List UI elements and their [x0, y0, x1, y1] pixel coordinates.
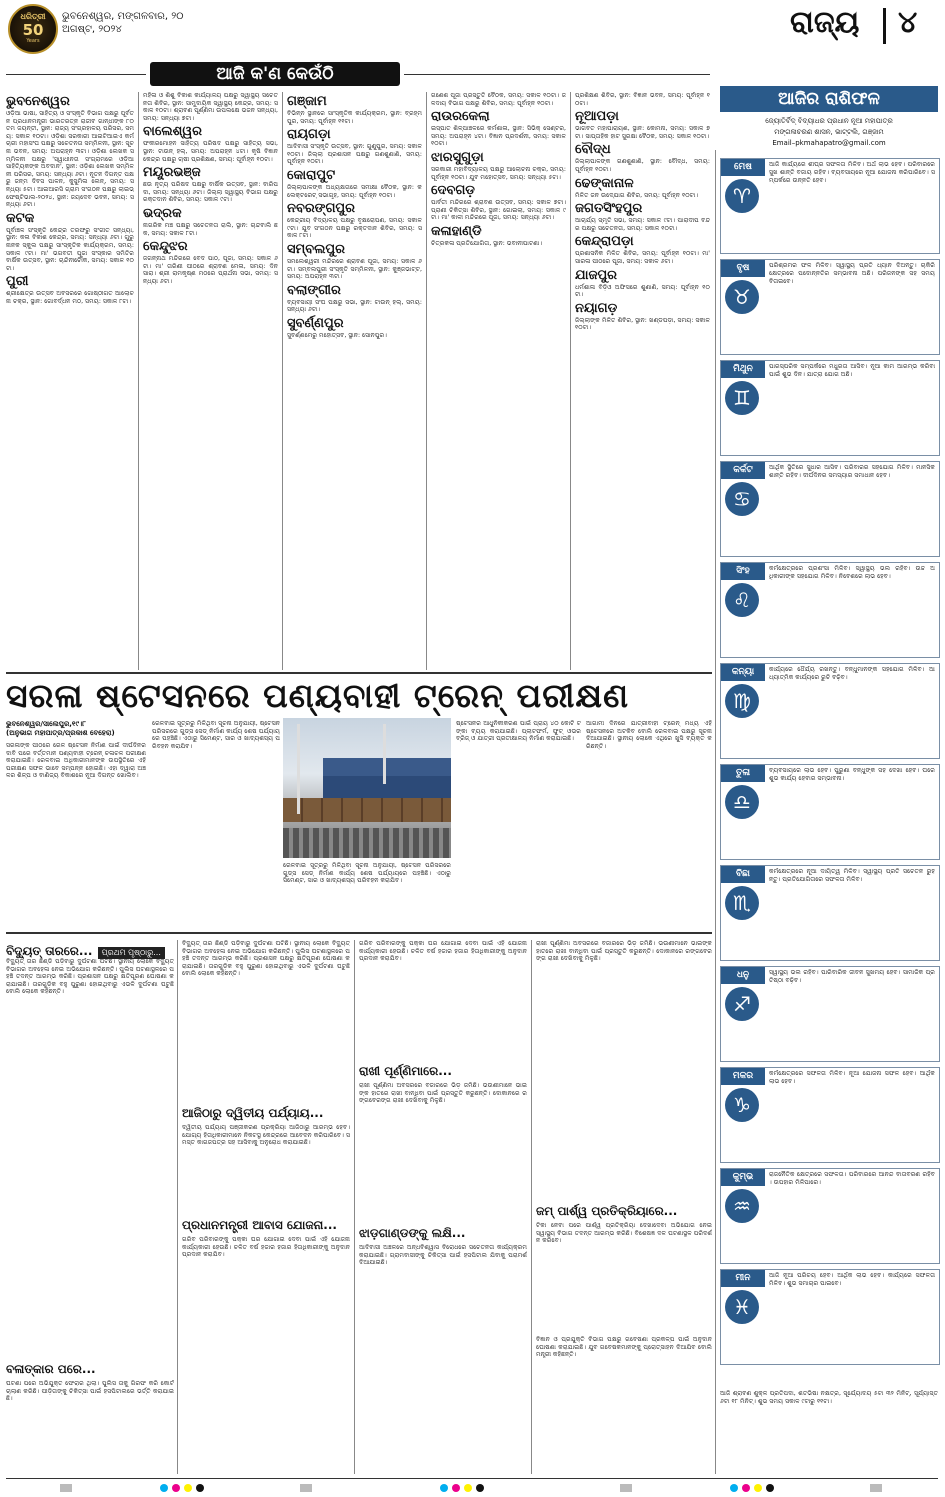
event-city-heading: ଭଦ୍ରକ — [143, 205, 182, 221]
events-col-5 — [575, 92, 710, 672]
event-city-heading: ବଲାଙ୍ଗୀର — [287, 282, 341, 298]
events-col-3 — [287, 92, 422, 672]
story-body: ଟିକା ନେବା ପରେ ପାର୍ଶ୍ୱ ପ୍ରତିକ୍ରିୟା ଦେଖାଦେବା ଅଭିଯୋଗ ନେଇ ସ୍ୱାସ୍ଥ୍ୟ ବିଭାଗ ତଦନ୍ତ ଆରମ୍ଭ କରିଛି। ବିଶେଷଜ୍ଞ ଦଳ ଘଟଣାସ୍ଥଳ ପରିଦର୍ଶନ କରିବେ। — [536, 1222, 712, 1245]
event-listing: ସରକାରୀ ମହାବିଦ୍ୟାଳୟ ପକ୍ଷରୁ ଆଲୋଚନା ଚକ୍ର, ସମୟ: ପୂର୍ବାହ୍ନ ୧୦ଟା। ଯୁବ ମହୋତ୍ସବ, ସମୟ: ସନ୍ଧ୍ୟା ୫ଟା। — [431, 165, 566, 181]
sign-name: ବୃଷ — [721, 260, 765, 277]
event-city-heading: ଜଗତସିଂହପୁର — [575, 201, 643, 217]
black-register-mark — [766, 1484, 774, 1492]
sign-name: କର୍କଟ — [721, 462, 765, 479]
horoscope-sign-box — [720, 158, 940, 254]
continued-badge: ପ୍ରଥମ ପୃଷ୍ଠାରୁ... — [98, 947, 165, 959]
story-body: ବିଜ୍ଞାନ ଓ ପ୍ରଯୁକ୍ତି ବିଭାଗ ପକ୍ଷରୁ ଗବେଷଣା ପ୍ରକଳ୍ପ ପାଇଁ ଅନୁଦାନ ଘୋଷଣା କରାଯାଇଛି। ଯୁବ ଗବେଷକମାନଙ୍କୁ ପ୍ରୋତ୍ସାହନ ଦିଆଯିବ ବୋଲି ମନ୍ତ୍ରୀ କହିଛନ୍ତି। — [536, 1336, 712, 1359]
story-body: ଆଦିବାସୀ ଅଞ୍ଚଳରେ ଅନ୍ଧବିଶ୍ୱାସ ବିରୋଧରେ ସଚେତନତା କାର୍ଯ୍ୟକ୍ରମ କରାଯାଇଛି। ଗ୍ରାମବାସୀଙ୍କୁ ଚିକିତ୍ସା ପାଇଁ ହସପିଟାଲ ଯିବାକୁ ପରାମର୍ଶ ଦିଆଯାଇଛି। — [359, 1244, 527, 1267]
zodiac-icon: ♊ — [725, 381, 759, 415]
events-col-4 — [431, 92, 566, 672]
print-bar — [60, 1484, 72, 1492]
event-listing: କେନ୍ଦ୍ରୀୟ ବିଦ୍ୟାଳୟ ପକ୍ଷରୁ ବୃକ୍ଷରୋପଣ, ସମୟ: ସକାଳ ୯ଟା। ଯୁବ ସଂଗଠନ ପକ୍ଷରୁ ରକ୍ତଦାନ ଶିବିର, ସମୟ: ସକାଳ ୮ଟା। — [287, 217, 422, 240]
sign-prediction: ପରିଶ୍ରମର ଫଳ ମିଳିବ। ସ୍ୱାସ୍ଥ୍ୟ ପ୍ରତି ଧ୍ୟାନ ଦିଅନ୍ତୁ। ଚାକିରି କ୍ଷେତ୍ରରେ ପଦୋନ୍ନତିର ସମ୍ଭାବନା ଅଛି। ପରିଜନଙ୍କ ସହ ସମୟ ବିତାଇବେ। — [769, 262, 935, 285]
astrologer-email: Email–pkmahapatro@gmail.com — [772, 139, 886, 147]
logo-years-number: 50 — [22, 21, 44, 39]
horoscope-title: ଆଜିର ରାଶିଫଳ — [778, 89, 880, 109]
event-listing: ଶ୍ରୀକ୍ଷେତ୍ର ଉତ୍ସବ ଅବସରରେ ଗୋଷ୍ଠୀଗତ ଆଲୋଚନା ଚକ୍ର, ସ୍ଥାନ: ଗୋବର୍ଦ୍ଧନ ମଠ, ସମୟ: ସକାଳ ୮ଟା। — [6, 290, 134, 305]
sign-prediction: ସ୍ୱାସ୍ଥ୍ୟ ଭଲ ରହିବ। ପାରିବାରିକ ଜୀବନ ସୁଖମୟ ହେବ। ସାମାଜିକ ପ୍ରତିଷ୍ଠା ବଢ଼ିବ। — [769, 969, 935, 984]
story-title: ରାଖୀ ପୂର୍ଣ୍ଣିମାରେ... — [359, 1064, 452, 1078]
lead-body-col-3: ଷ୍ଟେସନର ଆଧୁନିକୀକରଣ ପାଇଁ ପ୍ରାୟ ୪୦ କୋଟି ଟଙ୍କା ବ୍ୟୟ କରାଯାଇଛି। ପ୍ଲାଟଫର୍ମ, ଫୁଟ୍ ଓଭରବ୍ରିଜ୍ ଓ ଯାତ୍ରୀ ପ୍ରତୀକ୍ଷାଳୟ ନିର୍ମାଣ କରାଯାଇଛି। — [456, 720, 581, 743]
sign-name: କୁମ୍ଭ — [721, 1169, 765, 1186]
story-title: ଆଜିଠାରୁ ଦ୍ୱିତୀୟ ପର୍ଯ୍ୟାୟ... — [182, 1106, 324, 1120]
story-body: ବିଦ୍ୟୁତ୍ ତାର ଛିଣ୍ଡି ପଡ଼ିବାରୁ ଦୁର୍ଘଟଣା ଘଟିଛି। ସ୍ଥାନୀୟ ଲୋକେ ବିଦ୍ୟୁତ୍ ବିଭାଗର ଅବହେଳା ନେଇ ଅଭିଯୋଗ କରିଛନ୍ତି। ପୁଲିସ ଘଟଣାସ୍ଥଳରେ ପହଞ୍ଚି ତଦନ୍ତ ଆରମ୍ଭ କରିଛି। ପ୍ରଶାସନ ପକ୍ଷରୁ କ୍ଷତିପୂରଣ ଘୋଷଣା କରାଯାଇଛି। ତାରଗୁଡ଼ିକ ବହୁ ପୁରୁଣା ହୋଇଥିବାରୁ ଏଭଳି ଦୁର୍ଘଟଣା ଘଟୁଛି ବୋଲି ଲୋକେ କହିଛନ୍ତି। — [182, 940, 350, 978]
sign-prediction: ଆଜି ନୂଆ ପରିଚୟ ହେବ। ଆର୍ଥିକ ଲାଭ ହେବ। କାର୍ଯ୍ୟରେ ସଫଳତା ମିଳିବ। ଶୁଭ ସମାଚାର ପାଇବେ। — [769, 1272, 935, 1287]
column-divider — [531, 940, 532, 1474]
zodiac-icon: ♍ — [725, 684, 759, 718]
column-divider — [570, 92, 571, 670]
event-city-heading: ରାୟଗଡ଼ା — [287, 127, 331, 143]
event-city-heading: ବୌଦ୍ଧ — [575, 142, 611, 158]
sign-name: ବିଛା — [721, 866, 765, 883]
event-city-heading: କେନ୍ଦ୍ରାପଡ଼ା — [575, 234, 634, 250]
sign-name: ମେଷ — [721, 159, 765, 176]
event-city-heading: କଳାହାଣ୍ଡି — [431, 223, 482, 239]
magenta-register-mark — [172, 1484, 180, 1492]
horoscope-sign-box — [720, 1168, 940, 1264]
events-banner-rule — [6, 74, 146, 75]
lead-byline — [6, 720, 146, 738]
events-col-2 — [143, 92, 278, 672]
story-continued — [6, 940, 206, 956]
print-bar — [300, 1484, 312, 1492]
event-listing: ସମଲେଶ୍ୱରୀ ମନ୍ଦିରରେ ଶ୍ରାବଣ ପୂଜା, ସମୟ: ସକାଳ ୬ଟା। ସମ୍ବଲପୁରୀ ସଂସ୍କୃତି ସମ୍ମିଳନୀ, ସ୍ଥାନ: କୁଞ୍ଜଭାଟ୍ଟ, ସମୟ: ଅପରାହ୍ନ ୩ଟା। — [287, 257, 422, 281]
sign-name: ମୀନ — [721, 1270, 765, 1287]
footer-rule — [6, 1478, 938, 1479]
rail-track — [283, 828, 451, 858]
horoscope-sign-box — [720, 1269, 940, 1365]
black-register-mark — [476, 1484, 484, 1492]
lead-body-col-1: ସରଳାଙ୍କ ପୀଠରେ ରେଳ ଷ୍ଟେସନ ନିର୍ମାଣ ପାଇଁ ଦୀର୍ଘଦିନର ଦାବି ପରେ ବର୍ତ୍ତମାନ ପଣ୍ୟବାହୀ ଟ୍ରେନ୍ ଚଳାଚଳ ପରୀକ୍ଷଣ କରାଯାଇଛି। ରେଳବାଇ ଅଧିକାରୀମାନଙ୍କ ଉପସ୍ଥିତିରେ ଏହି ପରୀକ୍ଷଣ ସଫଳ ଭାବେ ସମ୍ପନ୍ନ ହୋଇଛି। ଏହା ଦ୍ୱାରା ଅଞ୍ଚଳର ଶିଳ୍ପ ଓ ବାଣିଜ୍ୟ ବିକାଶରେ ନୂଆ ଦିଗନ୍ତ ଖୋଲିବ। — [6, 742, 146, 780]
event-city-heading: ଯାଜପୁର — [575, 267, 618, 283]
yellow-register-mark — [754, 1484, 762, 1492]
event-city-heading: ସୁବର୍ଣ୍ଣପୁର — [287, 315, 344, 331]
story-body: ଘଟଣା ପରେ ଅଭିଯୁକ୍ତ ଫେରାର ଥିଲା। ପୁଲିସ ତାକୁ ଗିରଫ କରି କୋର୍ଟ ଚାଲାଣ କରିଛି। ପୀଡ଼ିତାଙ୍କୁ ଚିକିତ୍ସା ପାଇଁ ହସପିଟାଲରେ ଭର୍ତ୍ତି କରାଯାଇଛି। — [6, 1380, 174, 1403]
event-listing: ଜିଲ୍ଲାଙ୍କ ମିଳିତ ଶିବିର, ସ୍ଥାନ: ଖଣ୍ଡପଡ଼ା, ସମୟ: ସକାଳ ୧୦ଟା। — [575, 316, 710, 332]
sign-name: ସିଂହ — [721, 563, 765, 580]
magenta-register-mark — [452, 1484, 460, 1492]
zodiac-icon: ♉ — [725, 280, 759, 314]
sign-prediction: କର୍ମକ୍ଷେତ୍ରରେ ନୂଆ ଦାୟିତ୍ୱ ମିଳିବ। ସ୍ୱାସ୍ଥ୍ୟ ପ୍ରତି ସଚେତନ ରୁହନ୍ତୁ। ପ୍ରତିଯୋଗିତାରେ ସଫଳତା ମିଳିବ। — [769, 868, 935, 883]
event-listing: ବିଭିନ୍ନ ସ୍ଥାନରେ ସାଂସ୍କୃତିକ କାର୍ଯ୍ୟକ୍ରମ, ସ୍ଥାନ: ବ୍ରହ୍ମପୁର, ସମୟ: ପୂର୍ବାହ୍ନ ୧୧ଟା। — [287, 110, 422, 125]
zodiac-icon: ♓ — [725, 1290, 759, 1324]
story-title: ବିଦ୍ୟୁତ୍ ତାରରେ... — [6, 944, 93, 958]
event-city-heading: ପୁରୀ — [6, 274, 29, 290]
lead-body-col-2: ରେଳବାଇ ସୂତ୍ରରୁ ମିଳିଥିବା ସୂଚନା ଅନୁଯାୟୀ, ଷ୍ଟେସନ ପରିସରରେ ଗୁଡ୍ସ ସେଡ୍ ନିର୍ମାଣ କାର୍ଯ୍ୟ ଶେଷ ପର୍ଯ୍ୟାୟରେ ପହଞ୍ଚିଛି। ଏଠାରୁ ସିମେଣ୍ଟ, ସାର ଓ ଖାଦ୍ୟଶସ୍ୟ ପରିବହନ କରାଯିବ। — [152, 720, 280, 750]
event-city-heading: କଟକ — [6, 210, 35, 226]
column-divider — [177, 940, 178, 1474]
logo-title: ଧରିତ୍ରୀ — [20, 12, 46, 21]
event-listing: ଆଦିବାସୀ ସଂସ୍କୃତି ଉତ୍ସବ, ସ୍ଥାନ: ଗୁଣୁପୁର, ସମୟ: ସକାଳ ୧୦ଟା। ଜିଲ୍ଲା ପ୍ରଶାସନ ପକ୍ଷରୁ ଗଣଶୁଣାଣି, ସମୟ: ପୂର୍ବାହ୍ନ ୧୦ଟା। — [287, 143, 422, 166]
zodiac-icon: ♒ — [725, 1189, 759, 1223]
lead-body-col-4: ଆଗାମୀ ଦିନରେ ଯାତ୍ରୀବାହୀ ଟ୍ରେନ୍ ମଧ୍ୟ ଏହି ଷ୍ଟେସନରେ ଅଟକିବ ବୋଲି ରେଳବାଇ ପକ୍ଷରୁ ସୂଚନା ଦିଆଯାଇଛି। ସ୍ଥାନୀୟ ଲୋକେ ଏଥିରେ ଖୁସି ବ୍ୟକ୍ତ କରିଛନ୍ତି। — [586, 720, 712, 750]
cyan-register-mark — [440, 1484, 448, 1492]
story-body: ବିଦ୍ୟୁତ୍ ତାର ଛିଣ୍ଡି ପଡ଼ିବାରୁ ଦୁର୍ଘଟଣା ଘଟିଛି। ସ୍ଥାନୀୟ ଲୋକେ ବିଦ୍ୟୁତ୍ ବିଭାଗର ଅବହେଳା ନେଇ ଅଭିଯୋଗ କରିଛନ୍ତି। ପୁଲିସ ଘଟଣାସ୍ଥଳରେ ପହଞ୍ଚି ତଦନ୍ତ ଆରମ୍ଭ କରିଛି। ପ୍ରଶାସନ ପକ୍ଷରୁ କ୍ଷତିପୂରଣ ଘୋଷଣା କରାଯାଇଛି। ତାରଗୁଡ଼ିକ ବହୁ ପୁରୁଣା ହୋଇଥିବାରୁ ଏଭଳି ଦୁର୍ଘଟଣା ଘଟୁଛି ବୋଲି ଲୋକେ କହିଛନ୍ତି। — [6, 958, 174, 996]
sign-prediction: ଆଜି କାର୍ଯ୍ୟରେ ଶୀଘ୍ର ସଫଳତା ମିଳିବ। ଅର୍ଥ ଲାଭ ହେବ। ପରିବାରରେ ସୁଖ ଶାନ୍ତି ବଜାୟ ରହିବ। ବ୍ୟବସାୟରେ ନୂଆ ଯୋଜନା କରିପାରିବେ। ସମ୍ପର୍କରେ ଉନ୍ନତି ହେବ। — [769, 161, 935, 184]
column-divider — [426, 92, 427, 670]
event-listing: ଧର୍ମଶାଳା ବିଡ଼ିଓ ଅଫିସରେ ଶୁଣାଣି, ସମୟ: ପୂର୍ବାହ୍ନ ୧୦ଟା। — [575, 283, 710, 299]
zodiac-icon: ♑ — [725, 1088, 759, 1122]
sign-prediction: ଆର୍ଥିକ ସ୍ଥିତିରେ ସୁଧାର ଆସିବ। ପରିବାରର ସହଯୋଗ ମିଳିବ। ମାନସିକ ଶାନ୍ତି ରହିବ। ଦୀର୍ଘଦିନର ସମସ୍ୟାର ସମାଧାନ ହେବ। — [769, 464, 935, 479]
horoscope-sign-box — [720, 360, 940, 456]
event-listing: ପ୍ରଶିକ୍ଷଣ ଶିବିର, ସ୍ଥାନ: ବିଜ୍ଞାନ ଭବନ, ସମୟ: ପୂର୍ବାହ୍ନ ୧୦ଟା। — [575, 92, 710, 107]
event-listing: ଫକୀରମୋହନ ସାହିତ୍ୟ ପରିଷଦ ପକ୍ଷରୁ ସାହିତ୍ୟ ସଭା, ସ୍ଥାନ: ଟାଉନ୍ ହଲ୍, ସମୟ: ଅପରାହ୍ନ ୪ଟା। କୃଷି ବିଜ୍ଞାନ କେନ୍ଦ୍ର ପକ୍ଷରୁ ଚାଷୀ ପ୍ରଶିକ୍ଷଣ, ସମୟ: ପୂର୍ବାହ୍ନ ୧୦ଟା। — [143, 140, 278, 163]
event-listing: ଜିଲ୍ଲାପାଳଙ୍କ ଗଣଶୁଣାଣି, ସ୍ଥାନ: ବୌଦ୍ଧ, ସମୟ: ପୂର୍ବାହ୍ନ ୧୦ଟା। — [575, 158, 710, 173]
lighting-mast — [383, 724, 386, 784]
event-listing: ଛଉ ନୃତ୍ୟ ପରିଷଦ ପକ୍ଷରୁ ବାର୍ଷିକ ଉତ୍ସବ, ସ୍ଥାନ: ବାରିପଦା, ସମୟ: ସନ୍ଧ୍ୟା ୬ଟା। ଜିଲ୍ଲା ସ୍ୱାସ୍ଥ୍ୟ ବିଭାଗ ପକ୍ଷରୁ ରକ୍ତଦାନ ଶିବିର, ସମୟ: ସକାଳ ୯ଟା। — [143, 181, 278, 204]
events-banner-rule-right — [404, 74, 710, 75]
page-number: ୪ — [898, 5, 918, 40]
events-col-1 — [6, 92, 134, 672]
sign-prediction: କର୍ମକ୍ଷେତ୍ରରେ ପ୍ରଶଂସା ମିଳିବ। ସ୍ୱାସ୍ଥ୍ୟ ଭଲ ରହିବ। ଉଚ୍ଚ ଅଧିକାରୀଙ୍କ ସହଯୋଗ ମିଳିବ। ନିବେଶରେ ଲାଭ ହେବ। — [769, 565, 935, 580]
story-body: ରାଖୀ ପୂର୍ଣ୍ଣିମା ଅବସରରେ ବଜାରରେ ଭିଡ଼ ଜମିଛି। ଭଉଣୀମାନେ ଭାଇଙ୍କ ହାତରେ ରାଖୀ ବାନ୍ଧିବା ପାଇଁ ପ୍ରସ୍ତୁତି କରୁଛନ୍ତି। ଦୋକାନରେ ରଙ୍ଗବେରଙ୍ଗ ରାଖୀ ଦେଖିବାକୁ ମିଳୁଛି। — [536, 940, 712, 963]
event-city-heading: ରାଉରକେଲା — [431, 109, 490, 125]
event-listing: ସୁବର୍ଣ୍ଣମେରୁ ମହୋତ୍ସବ, ସ୍ଥାନ: ସୋନପୁର। — [287, 331, 387, 339]
event-city-heading: ଗଞ୍ଜାମ — [287, 94, 327, 109]
story-title: ଜମ୍ ପାର୍ଶ୍ୱ ପ୍ରତିକ୍ରିୟାରେ... — [536, 1204, 678, 1218]
sign-prediction: ରାଜନୈତିକ କ୍ଷେତ୍ରରେ ସଫଳତା। ପରିବାରରେ ଆନନ୍ଦ ବାତାବରଣ ରହିବ। ଉପହାର ମିଳିପାରେ। — [769, 1171, 935, 1186]
zodiac-icon: ♋ — [725, 482, 759, 516]
lead-headline: ସରଳା ଷ୍ଟେସନରେ ପଣ୍ୟବାହୀ ଟ୍ରେନ୍ ପରୀକ୍ଷଣ — [6, 676, 630, 715]
sign-prediction: ପାରସ୍ପରିକ ସମ୍ପର୍କରେ ମଧୁରତା ଆସିବ। ନୂଆ କାମ ଆରମ୍ଭ କରିବା ପାଇଁ ଶୁଭ ଦିନ। ଯାତ୍ରା ଯୋଗ ଅଛି। — [769, 363, 935, 378]
horoscope-sign-box — [720, 865, 940, 961]
story-body: ଦ୍ୱିତୀୟ ପର୍ଯ୍ୟାୟ ପଞ୍ଜୀକରଣ ପ୍ରକ୍ରିୟା ଆଜିଠାରୁ ଆରମ୍ଭ ହେବ। ଯୋଗ୍ୟ ହିତାଧିକାରୀମାନେ ନିକଟସ୍ଥ କେନ୍ଦ୍ରରେ ଆବେଦନ କରିପାରିବେ। ସମସ୍ତ କାଗଜପତ୍ର ସହ ଆସିବାକୁ ଅନୁରୋଧ କରାଯାଇଛି। — [182, 1124, 350, 1147]
event-city-heading: ମୟୂରଭଞ୍ଜ — [143, 165, 201, 181]
horoscope-sign-box — [720, 966, 940, 1062]
column-divider — [138, 92, 139, 670]
sign-name: କନ୍ୟା — [721, 664, 765, 681]
print-bar — [620, 1484, 632, 1492]
column-divider — [715, 150, 716, 1474]
event-listing: ଚିତ୍ରକଳା ପ୍ରତିଯୋଗିତା, ସ୍ଥାନ: ଭବାନୀପାଟଣା। — [431, 239, 543, 247]
event-city-heading: ନବରଙ୍ଗପୁର — [287, 201, 356, 217]
yellow-register-mark — [464, 1484, 472, 1492]
zodiac-icon: ♏ — [725, 886, 759, 920]
column-divider — [282, 92, 283, 670]
sign-prediction: ବ୍ୟବସାୟରେ ଲାଭ ହେବ। ପୁରୁଣା ବନ୍ଧୁଙ୍କ ସହ ଦେଖା ହେବ। ଘରେ ଶୁଭ କାର୍ଯ୍ୟ ହେବାର ସମ୍ଭାବନା। — [769, 767, 935, 782]
events-banner-text: ଆଜି କ'ଣ କେଉଁଠି — [216, 64, 334, 84]
event-listing: ଜିଲ୍ଲାପାଳଙ୍କ ଅଧ୍ୟକ୍ଷତାରେ ସମୀକ୍ଷା ବୈଠକ, ସ୍ଥାନ: କଲେକ୍ଟରେଟ୍ ସଭାଗୃହ, ସମୟ: ପୂର୍ବାହ୍ନ ୧୦ଟା। — [287, 183, 422, 199]
event-listing: ମିଳିତ ଜନ ଉଦ୍ଯୋଗ ଶିବିର, ସମୟ: ପୂର୍ବାହ୍ନ ୧୦ଟା। — [575, 191, 699, 199]
event-city-heading: ଦେବଗଡ଼ — [431, 183, 475, 199]
horoscope-sign-box — [720, 461, 940, 557]
panchang-text: ଆଜି ଶ୍ରାବଣ ଶୁକ୍ଳ ପ୍ରତିପଦା, ଶତଭିଷା ନକ୍ଷତ୍ର, ସୂର୍ଯ୍ୟୋଦୟ ୫ଟା ୩୨ ମିନିଟ୍, ସୂର୍ଯ୍ୟାସ୍ତ ୬ଟା ୧୮ ମିନିଟ୍। ଶୁଭ ସମୟ ସକାଳ ୯ଟାରୁ ୧୧ଟା। — [720, 1390, 938, 1405]
dateline: ଭୁବନେଶ୍ୱର, ମଙ୍ଗଳବାର, ୨୦ ଅଗଷ୍ଟ, ୨୦୨୪ — [62, 11, 184, 35]
lead-photo — [283, 718, 451, 858]
event-listing: ପ୍ରଶାସନିକ ମିଳିତ ଶିବିର, ସମୟ: ପୂର୍ବାହ୍ନ ୧୦ଟା। ମା' ସାରଳା ପୀଠରେ ପୂଜା, ସମୟ: ସକାଳ ୬ଟା। — [575, 250, 710, 265]
event-city-heading: ନୂଆପଡ଼ା — [575, 109, 619, 125]
story-title: ବଳାତ୍କାର ପରେ... — [6, 1362, 96, 1376]
lighting-mast — [297, 724, 300, 814]
zodiac-icon: ♐ — [725, 987, 759, 1021]
event-city-heading: ଝାରସୁଗୁଡ଼ା — [431, 149, 484, 165]
lead-bottom-rule — [6, 932, 712, 934]
cyan-register-mark — [730, 1484, 738, 1492]
sign-name: ମିଥୁନ — [721, 361, 765, 378]
lead-body-under-photo: ରେଳବାଇ ସୂତ୍ରରୁ ମିଳିଥିବା ସୂଚନା ଅନୁଯାୟୀ, ଷ୍ଟେସନ ପରିସରରେ ଗୁଡ୍ସ ସେଡ୍ ନିର୍ମାଣ କାର୍ଯ୍ୟ ଶେଷ ପର୍ଯ୍ୟାୟରେ ପହଞ୍ଚିଛି। ଏଠାରୁ ସିମେଣ୍ଟ, ସାର ଓ ଖାଦ୍ୟଶସ୍ୟ ପରିବହନ କରାଯିବ। — [283, 862, 451, 885]
event-listing: ଓଡ଼ିଆ ଭାଷା, ସାହିତ୍ୟ ଓ ସଂସ୍କୃତି ବିଭାଗ ପକ୍ଷରୁ ପୂର୍ବତନ ପ୍ରଧାନମନ୍ତ୍ରୀ ଭାରତରତ୍ନ ରାଜୀବ ଗାନ୍ଧୀଙ୍କ ୮୦ତମ ଜୟନ୍ତୀ, ସ୍ଥାନ: ରାଜ୍ୟ ସଂଗ୍ରହାଳୟ ପରିସର, ସମୟ: ସକାଳ ୧୦ଟା। ଓଡ଼ିଶା ସରକାରୀ ଆଇଟିଆଇଏ କର୍ମଚାରୀ ମହାସଂଘ ପକ୍ଷରୁ ସଚେତନତା ସମ୍ମିଳନୀ, ସ୍ଥାନ: ସୂଚନା ଭବନ, ସମୟ: ଅପରାହ୍ନ ୩ଟା। ଓଡ଼ିଶା ଲେଖକ ସମ୍ମିଳନୀ ପକ୍ଷରୁ 'ସ୍ୱାଧୀନତା ସଂଗ୍ରାମରେ ଓଡ଼ିଆ ସାହିତ୍ୟିକଙ୍କ ଅବଦାନ', ସ୍ଥାନ: ଓଡ଼ିଶା ଲେଖକ ସମ୍ମିଳନୀ ପରିସର, ସମୟ: ସନ୍ଧ୍ୟା ୬ଟା। ନୂତନ ଦିଗନ୍ତ ପକ୍ଷରୁ ଜନ୍ମ ଦିବସ ପାଳନ, କୁସୁମିଳା ଲେନ୍, ସମୟ: ସନ୍ଧ୍ୟା ୫ଟା। ଆଇଆରସି ଗ୍ରାମ ସଂଗଠନ ପକ୍ଷରୁ ଲାଇଭ୍ ଫେଷ୍ଟିଭାଲ-୨୦୨୪, ସ୍ଥାନ: ଜୟଦେବ ଭବନ, ସମୟ: ସନ୍ଧ୍ୟା ୬ଟା। — [6, 110, 134, 209]
event-listing: ଗଣେଶ ପୂଜା ପ୍ରସ୍ତୁତି ବୈଠକ, ସମୟ: ସକାଳ ୧୦ଟା। ଜଳଦାୟ ବିଭାଗ ପକ୍ଷରୁ ଶିବିର, ସମୟ: ପୂର୍ବାହ୍ନ ୧୦ଟା। — [431, 92, 566, 107]
astrologer-name: ଜ୍ୟୋତିର୍ବିଦ୍ ବିଦ୍ୟାଧର ପ୍ରଧାନ ନୂଆ ମହାପାତ୍ର — [765, 117, 893, 125]
event-city-heading: କୋରାପୁଟ — [287, 167, 336, 183]
story-title: ଝାଡ଼ଗାଣ୍ଡଙ୍କୁ ଲକ୍ଷି... — [359, 1226, 466, 1240]
cyan-register-mark — [160, 1484, 168, 1492]
event-city-heading: ସମ୍ବଲପୁର — [287, 241, 345, 257]
sign-name: ତୁଳା — [721, 765, 765, 782]
event-listing: ଆଚାର୍ଯ୍ୟ ସ୍ମୃତି ସଭା, ସମୟ: ସକାଳ ୯ଟା। ପାରାଦୀପ ବନ୍ଦର ପକ୍ଷରୁ ସଚେତନତା, ସମୟ: ସକାଳ ୧୦ଟା। — [575, 217, 710, 232]
event-listing: ମହିଳା ଓ ଶିଶୁ ବିକାଶ କାର୍ଯ୍ୟାଳୟ ପକ୍ଷରୁ ସ୍ୱାସ୍ଥ୍ୟ ସଚେତନତା ଶିବିର, ସ୍ଥାନ: ସାମୁଦାୟିକ ସ୍ୱାସ୍ଥ୍ୟ କେନ୍ଦ୍ର, ସମୟ: ସକାଳ ୧୦ଟା। ଶ୍ରାବଣ ପୂର୍ଣ୍ଣିମା ଉପଲକ୍ଷେ ଭଜନ ସନ୍ଧ୍ୟା, ସମୟ: ସନ୍ଧ୍ୟା ୭ଟା। — [143, 92, 278, 122]
event-listing: ଭାଗବତ ମହାପାରାୟଣ, ସ୍ଥାନ: କୋମନା, ସମୟ: ସକାଳ ୭ଟା। ସାପ୍ତାହିକ ହାଟ ସୁରକ୍ଷା ବୈଠକ, ସମୟ: ସକାଳ ୧୦ଟା। — [575, 125, 710, 140]
event-listing: ପୂର୍ବାଞ୍ଚଳ ସଂସ୍କୃତି କେନ୍ଦ୍ର ତରଫରୁ ସଂଗୀତ ସନ୍ଧ୍ୟା, ସ୍ଥାନ: କଳା ବିକାଶ କେନ୍ଦ୍ର, ସମୟ: ସନ୍ଧ୍ୟା ୬ଟା। ଗୁରୁ ନାନକ ସ୍କୁଲ ପକ୍ଷରୁ ସାଂସ୍କୃତିକ କାର୍ଯ୍ୟକ୍ରମ, ସମୟ: ସକାଳ ୯ଟା। ମା' ଭଗବତୀ ପୂଜା ସଂସ୍କାର ସମିତିର ବାର୍ଷିକ ଉତ୍ସବ, ସ୍ଥାନ: ଚାନ୍ଦିନୀଚୌକ, ସମୟ: ସକାଳ ୧୦ଟା। — [6, 226, 134, 272]
event-listing: ଇସ୍ପାତ ଶିଳ୍ପାଞ୍ଚଳରେ କର୍ମଶାଳା, ସ୍ଥାନ: ସିଭିକ୍ ସେଣ୍ଟର, ସମୟ: ଅପରାହ୍ନ ୪ଟା। ବିଜ୍ଞାନ ପ୍ରଦର୍ଶନୀ, ସମୟ: ସକାଳ ୧୦ଟା। — [431, 125, 566, 148]
event-listing: ବ୍ୟବସାୟୀ ସଂଘ ପକ୍ଷରୁ ସଭା, ସ୍ଥାନ: ଟାଉନ୍ ହଲ୍, ସମୟ: ସନ୍ଧ୍ୟା ୬ଟା। — [287, 298, 422, 314]
horoscope-sign-box — [720, 764, 940, 860]
event-listing: ପାର୍ବତୀ ମନ୍ଦିରରେ ଶ୍ରାବଣ ଉତ୍ସବ, ସମୟ: ସକାଳ ୭ଟା। ପ୍ରାଣୀ ଚିକିତ୍ସା ଶିବିର, ସ୍ଥାନ: ଗୋଇଲା, ସମୟ: ସକାଳ ୯ଟା। ମା' କାଳୀ ମନ୍ଦିରରେ ପୂଜା, ସମୟ: ସନ୍ଧ୍ୟା ୬ଟା। — [431, 199, 566, 222]
sign-name: ମକର — [721, 1068, 765, 1085]
magenta-register-mark — [742, 1484, 750, 1492]
event-city-heading: କେନ୍ଦୁଝର — [143, 239, 188, 255]
horoscope-sign-box — [720, 562, 940, 658]
story-body: ଗରିବ ପରିବାରଙ୍କୁ ପକ୍କା ଘର ଯୋଗାଇ ଦେବା ପାଇଁ ଏହି ଯୋଜନା କାର୍ଯ୍ୟକାରୀ ହେଉଛି। ଚଳିତ ବର୍ଷ ହଜାର ହଜାର ହିତାଧିକାରୀଙ୍କୁ ଅନୁଦାନ ପ୍ରଦାନ କରାଯିବ। — [359, 940, 527, 963]
story-title: ପ୍ରଧାନମନ୍ତ୍ରୀ ଆବାସ ଯୋଜନା... — [182, 1218, 337, 1232]
sign-prediction: କାର୍ଯ୍ୟରେ ଧୈର୍ଯ୍ୟ ରଖନ୍ତୁ। ବନ୍ଧୁମାନଙ୍କ ସହଯୋଗ ମିଳିବ। ଆଧ୍ୟାତ୍ମିକ କାର୍ଯ୍ୟରେ ରୁଚି ବଢ଼ିବ। — [769, 666, 935, 681]
event-listing: ଜଗନ୍ନାଥ ମନ୍ଦିରରେ ବେଦ ପାଠ, ପୂଜା, ସମୟ: ସକାଳ ୬ଟା। ମା' ତାରିଣୀ ପୀଠରେ ଶ୍ରାବଣ ମେଳା, ସମୟ: ଦିନ ସାରା। ଶ୍ରୀ ରାମକୃଷ୍ଣ ମଠରେ ପ୍ରାର୍ଥନା ସଭା, ସମୟ: ସନ୍ଧ୍ୟା ୬ଟା। — [143, 255, 278, 285]
story-body: ଗରିବ ପରିବାରଙ୍କୁ ପକ୍କା ଘର ଯୋଗାଇ ଦେବା ପାଇଁ ଏହି ଯୋଜନା କାର୍ଯ୍ୟକାରୀ ହେଉଛି। ଚଳିତ ବର୍ଷ ହଜାର ହଜାର ହିତାଧିକାରୀଙ୍କୁ ଅନୁଦାନ ପ୍ରଦାନ କରାଯିବ। — [182, 1236, 350, 1259]
story-body: ରାଖୀ ପୂର୍ଣ୍ଣିମା ଅବସରରେ ବଜାରରେ ଭିଡ଼ ଜମିଛି। ଭଉଣୀମାନେ ଭାଇଙ୍କ ହାତରେ ରାଖୀ ବାନ୍ଧିବା ପାଇଁ ପ୍ରସ୍ତୁତି କରୁଛନ୍ତି। ଦୋକାନରେ ରଙ୍ଗବେରଙ୍ଗ ରାଖୀ ଦେଖିବାକୁ ମିଳୁଛି। — [359, 1082, 527, 1105]
zodiac-icon: ♈ — [725, 179, 759, 213]
event-listing: ନାଗରିକ ମଞ୍ଚ ପକ୍ଷରୁ ସଚେତନତା ରାଲି, ସ୍ଥାନ: ଚାନ୍ଦବାଲି ଛକ, ସମୟ: ସକାଳ ୮ଟା। — [143, 221, 278, 237]
horoscope-sign-box — [720, 663, 940, 759]
section-title: ରାଜ୍ୟ — [790, 5, 860, 40]
zodiac-icon: ♌ — [725, 583, 759, 617]
lead-byline-authors: (ଅନୁଭାଗ ମହାପାତ୍ର/ପ୍ରକାଶ ବେହେରା) — [6, 729, 115, 737]
lead-byline-place: ଭୁବନେଶ୍ୱର/ସାଲେପୁର,୧୯।୮ — [6, 720, 86, 728]
horoscope-sign-box — [720, 259, 940, 355]
event-city-heading: ନୟାଗଡ଼ — [575, 300, 618, 316]
top-section-rule — [6, 672, 712, 674]
column-divider — [354, 940, 355, 1474]
sign-name: ଧନୁ — [721, 967, 765, 984]
event-city-heading: ଢେଙ୍କାନାଳ — [575, 175, 634, 191]
horoscope-title-bar — [720, 86, 938, 112]
event-city-heading: ଭୁବନେଶ୍ୱର — [6, 94, 70, 109]
freight-train — [283, 798, 451, 822]
print-bar — [870, 1484, 882, 1492]
newspaper-logo — [8, 4, 58, 54]
event-city-heading: ବାଲେଶ୍ୱର — [143, 124, 202, 140]
events-banner — [150, 62, 400, 86]
yellow-register-mark — [184, 1484, 192, 1492]
section-divider — [883, 8, 886, 44]
horoscope-sign-box — [720, 1067, 940, 1163]
zodiac-icon: ♎ — [725, 785, 759, 819]
astrologer-place: ମଙ୍ଗଳାଚରଣ ଶାସନ, ଭାଟ୍ଟଲି, ଗଞ୍ଜାମ — [774, 128, 884, 136]
black-register-mark — [196, 1484, 204, 1492]
logo-years-label: Years — [26, 38, 40, 44]
sign-prediction: କର୍ମକ୍ଷେତ୍ରରେ ସଫଳତା ମିଳିବ। ନୂଆ ଯୋଜନା ସଫଳ ହେବ। ଆର୍ଥିକ ଲାଭ ହେବ। — [769, 1070, 935, 1085]
